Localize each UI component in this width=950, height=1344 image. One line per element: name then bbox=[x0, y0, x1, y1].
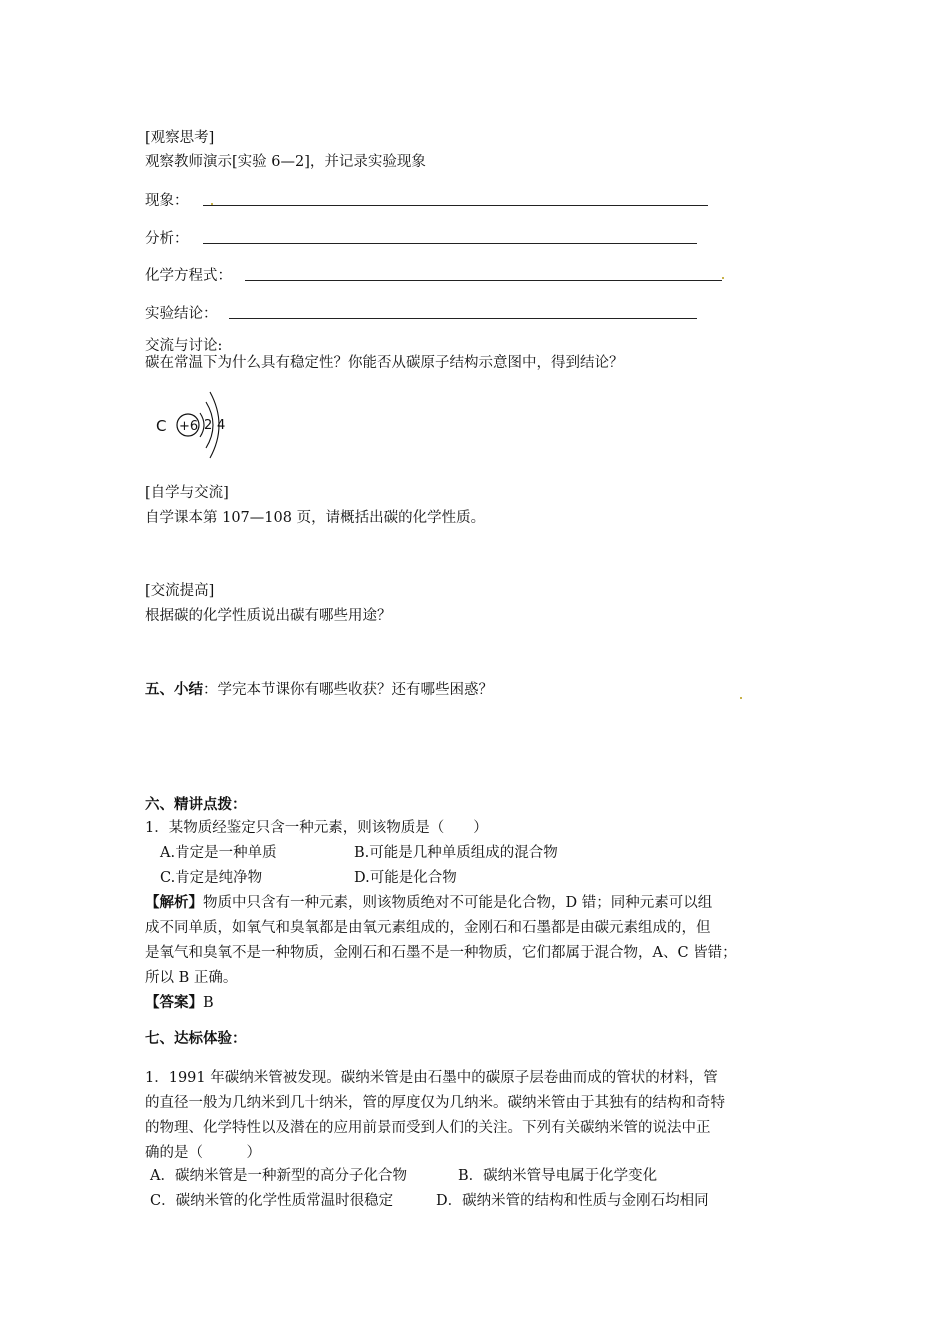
discussion-heading: 交流与讨论: bbox=[145, 338, 223, 354]
answer-tag: 【答案】 bbox=[145, 994, 203, 1011]
practice-heading: 七、达标体验： bbox=[145, 1030, 247, 1047]
practice-option-c: C．碳纳米管的化学性质常温时很稳定 bbox=[150, 1193, 394, 1209]
summary-text: ：学完本节课你有哪些收获？还有哪些困惑？ bbox=[203, 682, 493, 698]
option-b: B.可能是几种单质组成的混合物 bbox=[354, 845, 558, 861]
explain-heading: 六、精讲点拨： bbox=[145, 796, 247, 813]
question-stem: 1．某物质经鉴定只含一种元素，则该物质是（ ） bbox=[145, 820, 488, 836]
option-d: D.可能是化合物 bbox=[354, 870, 457, 886]
atom-symbol: C bbox=[156, 417, 167, 435]
equation-label: 化学方程式： bbox=[145, 268, 232, 284]
phenomenon-blank[interactable] bbox=[203, 205, 708, 206]
nucleus-charge: +6 bbox=[179, 419, 199, 434]
option-a: A.肯定是一种单质 bbox=[160, 845, 277, 861]
analysis-line-1: 【解析】物质中只含有一种元素，则该物质绝对不可能是化合物，D 错；同种元素可以组 bbox=[145, 894, 713, 911]
equation-blank[interactable] bbox=[245, 280, 722, 281]
observe-heading: [观察思考] bbox=[145, 130, 215, 146]
analysis-line-3: 是氧气和臭氧不是一种物质，金刚石和石墨不是一种物质，它们都属于混合物，A、C 皆错； bbox=[145, 945, 737, 961]
analysis-label: 分析： bbox=[145, 231, 189, 247]
mark-dot bbox=[211, 203, 213, 205]
option-c: C.肯定是纯净物 bbox=[160, 870, 263, 886]
practice-option-a: A．碳纳米管是一种新型的高分子化合物 bbox=[150, 1168, 407, 1184]
carbon-atom-structure-diagram bbox=[150, 386, 240, 462]
discussion-question: 碳在常温下为什么具有稳定性？你能否从碳原子结构示意图中，得到结论？ bbox=[145, 355, 624, 371]
mark-dot bbox=[740, 697, 742, 699]
exchange-heading: [交流提高] bbox=[145, 583, 215, 599]
analysis-blank[interactable] bbox=[203, 243, 697, 244]
practice-option-d: D．碳纳米管的结构和性质与金刚石均相同 bbox=[436, 1193, 709, 1209]
analysis-line-4: 所以 B 正确。 bbox=[145, 970, 238, 986]
mark-dot bbox=[722, 277, 724, 279]
answer-value: B bbox=[203, 995, 214, 1011]
practice-line-3: 的物理、化学特性以及潜在的应用前景而受到人们的关注。下列有关碳纳米管的说法中正 bbox=[145, 1120, 711, 1136]
analysis-line-2: 成不同单质，如氧气和臭氧都是由氧元素组成的，金刚石和石墨都是由碳元素组成的，但 bbox=[145, 920, 711, 936]
answer-line bbox=[145, 993, 214, 1013]
shell1-electrons: 2 bbox=[204, 418, 213, 433]
self-study-text: 自学课本第 107—108 页，请概括出碳的化学性质。 bbox=[145, 510, 486, 526]
practice-line-1: 1．1991 年碳纳米管被发现。碳纳米管是由石墨中的碳原子层卷曲而成的管状的材料，管 bbox=[145, 1070, 718, 1086]
analysis-tag: 【解析】 bbox=[145, 894, 203, 911]
summary-line bbox=[145, 680, 493, 700]
practice-option-b: B．碳纳米管导电属于化学变化 bbox=[458, 1168, 658, 1184]
practice-line-4: 确的是（ ） bbox=[145, 1145, 261, 1161]
self-study-heading: [自学与交流] bbox=[145, 485, 229, 501]
summary-heading: 五、小结 bbox=[145, 681, 203, 698]
observe-instruction: 观察教师演示[实验 6—2]，并记录实验现象 bbox=[145, 154, 426, 170]
conclusion-blank[interactable] bbox=[229, 318, 697, 319]
conclusion-label: 实验结论： bbox=[145, 306, 218, 322]
practice-line-2: 的直径一般为几纳米到几十纳米，管的厚度仅为几纳米。碳纳米管由于其独有的结构和奇特 bbox=[145, 1095, 725, 1111]
shell2-electrons: 4 bbox=[217, 418, 226, 433]
exchange-text: 根据碳的化学性质说出碳有哪些用途？ bbox=[145, 608, 392, 624]
phenomenon-label: 现象： bbox=[145, 193, 189, 209]
